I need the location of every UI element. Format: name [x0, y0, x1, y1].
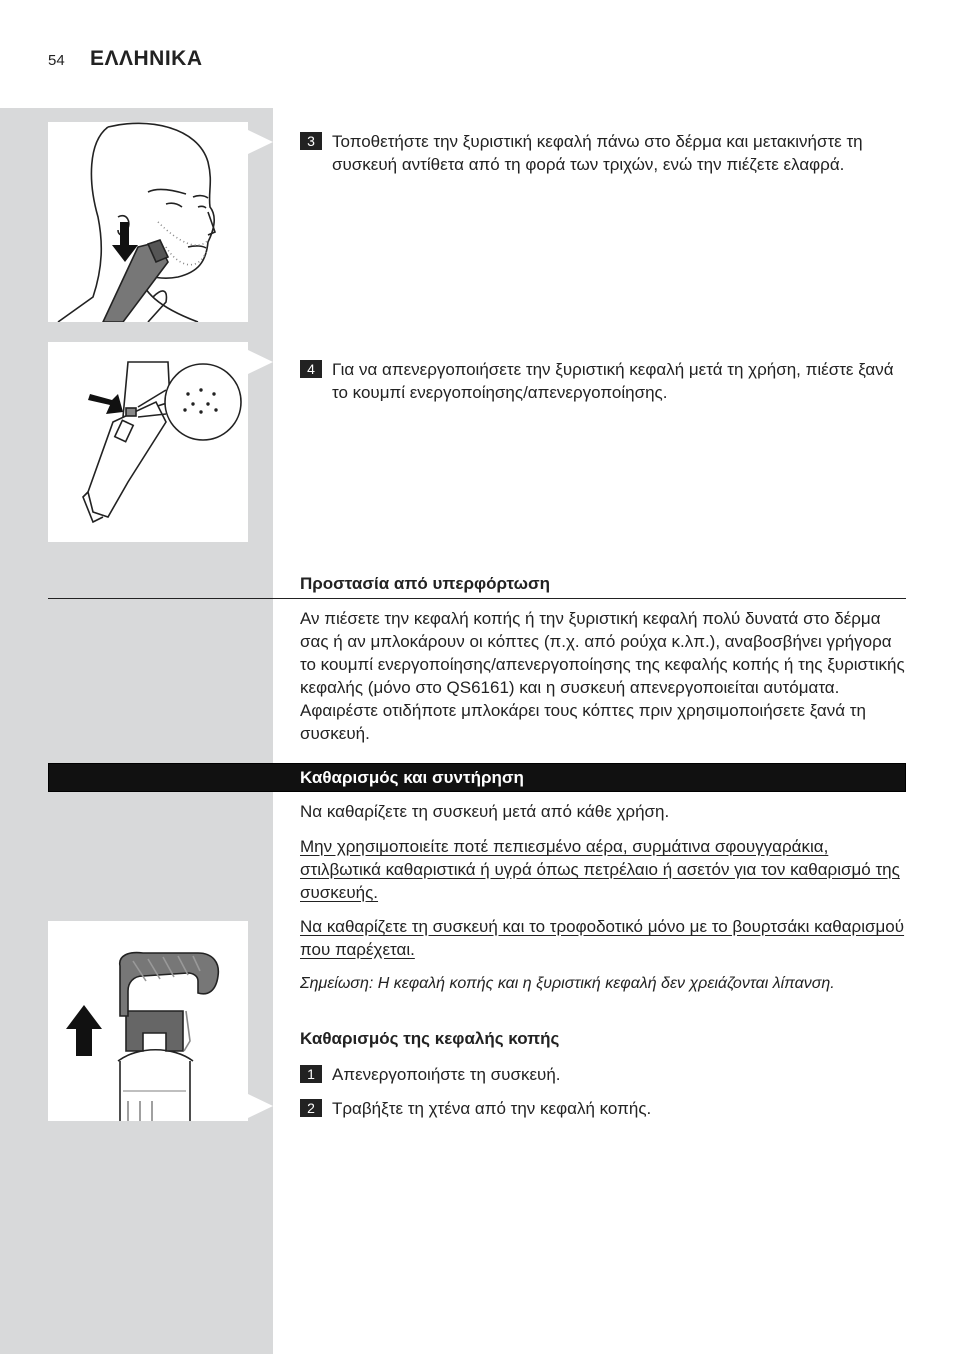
step-number: 4: [300, 360, 322, 378]
overload-text: Αν πιέσετε την κεφαλή κοπής ή την ξυριστική κεφαλή πολύ δυνατά στο δέρμα σας ή αν μπλοκάρουν οι κόπτες (π.χ. από ρούχα κ.λπ.), αναβοσβήνει γρήγορα το κουμπί ενεργοποίησης/απενεργοποίησης της κεφαλής κοπής ή της ξυριστικής κεφαλής (μόνο στο QS6161) και η συσκευή απενεργοποιείται αυτόματα. Αφαιρέστε οτιδήποτε μπλοκάρει τους κόπτες πριν χρησιμοποιήσετε ξανά τη συσκευή.: [300, 609, 905, 743]
figure-pointer: [248, 1094, 273, 1118]
step-number: 1: [300, 1065, 322, 1083]
cleaning-warning-1: Μην χρησιμοποιείτε ποτέ πεπιεσμένο αέρα, συρμάτινα σφουγγαράκια, στιλβωτικά καθαριστικά ή υγρά όπως πετρέλαιο ή ασετόν για τον καθαρισμό της συσκευής.: [300, 837, 900, 902]
illustration-comb-removal: [48, 921, 248, 1121]
overload-heading: Προστασία από υπερφόρτωση: [300, 574, 551, 593]
cleaning-step-2: [300, 1097, 900, 1120]
divider: [48, 598, 906, 599]
page-number: 54: [48, 52, 65, 69]
cleaning-step-1: [300, 1063, 900, 1086]
step-text: Για να απενεργοποιήσετε την ξυριστική κεφαλή μετά τη χρήση, πιέστε ξανά το κουμπί ενεργοποίησης/απενεργοποίησης.: [332, 360, 894, 402]
figure-pointer: [248, 130, 273, 154]
cleaning-subheading: Καθαρισμός της κεφαλής κοπής: [300, 1029, 560, 1048]
step-text: Απενεργοποιήστε τη συσκευή.: [332, 1065, 561, 1084]
step-number: 2: [300, 1099, 322, 1117]
section-bar-cleaning: [48, 763, 906, 792]
illustration-shaving-face: [48, 122, 248, 322]
figure-pointer: [248, 350, 273, 374]
step-3: [300, 130, 900, 176]
illustration-power-button: [48, 342, 248, 542]
step-4: [300, 358, 900, 404]
language-title: ΕΛΛΗΝΙΚΑ: [90, 47, 203, 70]
cleaning-warning-2: Να καθαρίζετε τη συσκευή και το τροφοδοτικό μόνο με το βουρτσάκι καθαρισμού που παρέχεται.: [300, 917, 905, 959]
cleaning-intro: Να καθαρίζετε τη συσκευή μετά από κάθε χρήση.: [300, 802, 670, 821]
cleaning-note: Σημείωση: Η κεφαλή κοπής και η ξυριστική κεφαλή δεν χρειάζονται λίπανση.: [300, 975, 835, 992]
step-text: Τραβήξτε τη χτένα από την κεφαλή κοπής.: [332, 1099, 652, 1118]
step-text: Τοποθετήστε την ξυριστική κεφαλή πάνω στο δέρμα και μετακινήστε τη συσκευή αντίθετα από τη φορά των τριχών, ενώ την πιέζετε ελαφρά.: [332, 132, 863, 174]
section-title: Καθαρισμός και συντήρηση: [300, 768, 524, 787]
step-number: 3: [300, 132, 322, 150]
